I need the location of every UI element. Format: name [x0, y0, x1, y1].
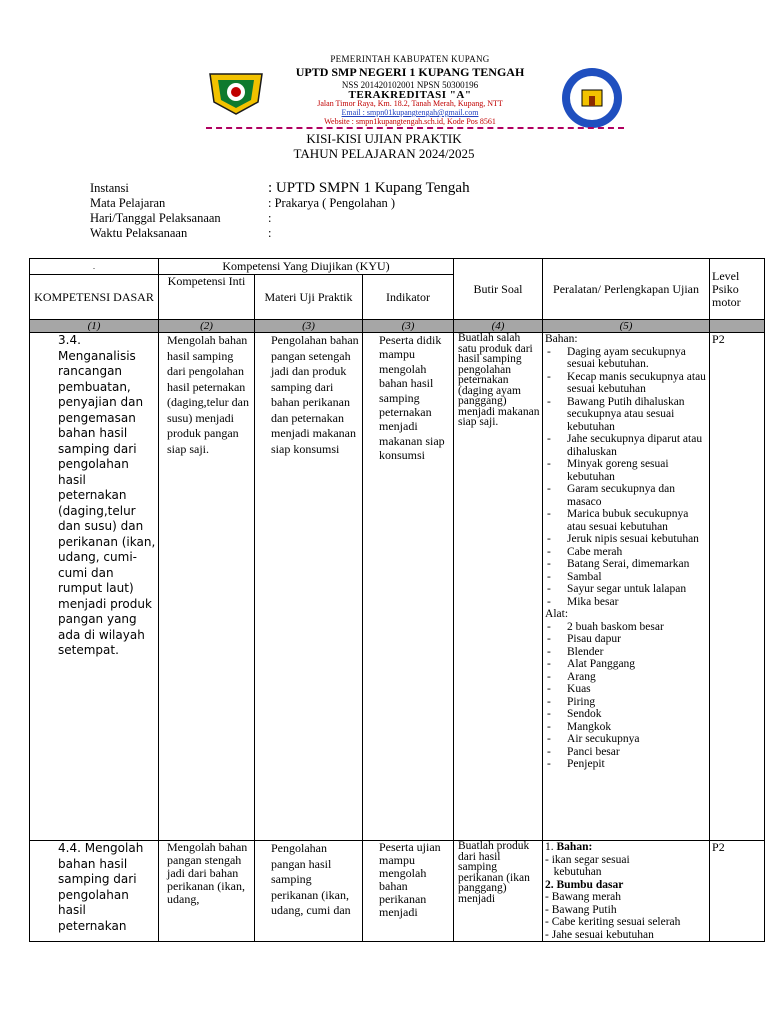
- list-item: - Piring: [545, 696, 707, 709]
- letterhead-address: Jalan Timor Raya, Km. 18.2, Tanah Merah, Kupang, NTT: [317, 99, 503, 108]
- cell-butir-soal: Buatlah produk dari hasil samping perikanan (ikan panggang) menjadi: [454, 841, 543, 942]
- cell-kompetensi-dasar: 4.4. Mengolah bahan hasil samping dari pengolahan hasil peternakan: [30, 841, 159, 942]
- header-kompetensi-inti: Kompetensi Inti: [159, 275, 255, 320]
- col-number: (3): [363, 320, 454, 333]
- table-row: [30, 333, 765, 841]
- header-level: Level Psiko motor: [710, 259, 765, 320]
- col-number-empty: [710, 320, 765, 333]
- bahan-list: [545, 854, 707, 879]
- list-item: - Arang: [545, 671, 707, 684]
- info-value: : UPTD SMPN 1 Kupang Tengah: [268, 180, 470, 196]
- cell-peralatan: [543, 333, 710, 841]
- cell-peralatan: [543, 841, 710, 942]
- bahan-number: 1.: [545, 841, 554, 853]
- list-item: - Cabe merah: [545, 546, 707, 559]
- info-value: :: [268, 226, 272, 240]
- bahan-label: Bahan:: [545, 333, 578, 345]
- col-number: (4): [454, 320, 543, 333]
- bahan-list: [545, 346, 707, 609]
- alat-label: Alat:: [545, 608, 569, 620]
- info-label: Instansi: [90, 181, 129, 195]
- col-number: (1): [30, 320, 159, 333]
- cell-kompetensi-dasar: 3.4. Menganalisis rancangan pembuatan, penyajian dan pengemasan bahan hasil samping dari pengolahan hasil peternakan (daging,telur dan susu) dan perikanan (ikan, udang, cumi-cumi dan rumput laut) menjadi produk pangan yang ada di wilayah setempat.: [30, 333, 159, 841]
- list-item: kebutuhan: [545, 866, 602, 878]
- col-number: (2): [159, 320, 255, 333]
- list-item: - Bawang Putih: [545, 903, 617, 916]
- bahan-label: Bahan:: [556, 841, 593, 853]
- document-year: TAHUN PELAJARAN 2024/2025: [293, 146, 475, 161]
- list-item: - Penjepit: [545, 758, 707, 771]
- list-item: - Jeruk nipis sesuai kebutuhan: [545, 533, 707, 546]
- col-number: (5): [543, 320, 710, 333]
- header-peralatan: Peralatan/ Perlengkapan Ujian: [543, 259, 710, 320]
- letterhead-school: UPTD SMP NEGERI 1 KUPANG TENGAH: [295, 65, 525, 79]
- info-label: Waktu Pelaksanaan: [90, 226, 188, 240]
- list-item: - Cabe keriting sesuai selerah: [545, 916, 681, 928]
- list-item: - Mangkok: [545, 721, 707, 734]
- header-empty: .: [30, 259, 159, 275]
- list-item: - Blender: [545, 646, 707, 659]
- list-item: - Pisau dapur: [545, 633, 707, 646]
- cell-indikator: Peserta ujian mampu mengolah bahan perikanan menjadi: [363, 841, 454, 942]
- header-materi: Materi Uji Praktik: [255, 275, 363, 320]
- list-item: - Air secukupnya: [545, 733, 707, 746]
- list-item: - Mika besar: [545, 596, 707, 609]
- bumbu-label: 2. Bumbu dasar: [545, 878, 624, 891]
- col-number: (3): [255, 320, 363, 333]
- letterhead-accreditation: TERAKREDITASI "A": [348, 89, 472, 101]
- header-butir-soal: Butir Soal: [454, 259, 543, 320]
- list-item: - Sambal: [545, 571, 707, 584]
- cell-indikator: Peserta didik mampu mengolah bahan hasil samping peternakan menjadi makanan siap konsumsi: [363, 333, 454, 841]
- school-logo-icon: [560, 66, 624, 130]
- cell-materi: Pengolahan pangan hasil samping perikanan (ikan, udang, cumi dan: [255, 841, 363, 942]
- cell-kompetensi-inti: Mengolah bahan hasil samping dari pengolahan hasil peternakan (daging,telur dan susu) menjadi produk pangan siap saji.: [159, 333, 255, 841]
- header-kyu: Kompetensi Yang Diujikan (KYU): [159, 259, 454, 275]
- list-item: - Alat Panggang: [545, 658, 707, 671]
- kabupaten-emblem-icon: [206, 68, 266, 116]
- list-item: - Marica bubuk secukupnya atau sesuai kebutuhan: [545, 508, 707, 533]
- letterhead-nss: NSS 201420102001 NPSN 50300196: [341, 80, 479, 90]
- letterhead-gov: PEMERINTAH KABUPATEN KUPANG: [330, 54, 490, 64]
- letterhead-email: Email : smpn01kupangtengah@gmail.com: [341, 108, 479, 117]
- table-row: [30, 841, 765, 942]
- list-item: - Minyak goreng sesuai kebutuhan: [545, 458, 707, 483]
- list-item: - Kuas: [545, 683, 707, 696]
- info-label: Mata Pelajaran: [90, 196, 166, 210]
- list-item: - Sendok: [545, 708, 707, 721]
- list-item: - Kecap manis secukupnya atau sesuai kebutuhan: [545, 371, 707, 396]
- kisi-kisi-table: [29, 258, 765, 942]
- bumbu-list: [545, 891, 707, 941]
- letterhead-divider: [206, 127, 624, 129]
- cell-materi: Pengolahan bahan pangan setengah jadi dan produk samping dari bahan perikanan dan peternakan menjadi makanan siap konsumsi: [255, 333, 363, 841]
- bahan-heading: [545, 841, 707, 854]
- list-item: - Panci besar: [545, 746, 707, 759]
- list-item: - ikan segar sesuai: [545, 853, 630, 866]
- letterhead-website: Website : smpn1kupangtengah.sch.id, Kode Pos 8561: [324, 117, 496, 126]
- info-value: :: [268, 211, 272, 225]
- cell-level: P2: [710, 333, 765, 841]
- list-item: - Garam secukupnya dan masaco: [545, 483, 707, 508]
- cell-kompetensi-inti: Mengolah bahan pangan stengah jadi dari bahan perikanan (ikan, udang,: [159, 841, 255, 942]
- list-item: - Jahe secukupnya diparut atau dihaluskan: [545, 433, 707, 458]
- header-indikator: Indikator: [363, 275, 454, 320]
- list-item: - Sayur segar untuk lalapan: [545, 583, 707, 596]
- list-item: - Bawang Putih dihaluskan secukupnya atau sesuai kebutuhan: [545, 396, 707, 434]
- info-value: : Prakarya ( Pengolahan ): [268, 196, 396, 210]
- alat-list: [545, 621, 707, 771]
- info-label: Hari/Tanggal Pelaksanaan: [90, 211, 221, 225]
- document-title: KISI-KISI UJIAN PRAKTIK: [306, 131, 462, 146]
- list-item: - Daging ayam secukupnya sesuai kebutuhan.: [545, 346, 707, 371]
- list-item: - Jahe sesuai kebutuhan: [545, 928, 654, 941]
- header-kompetensi-dasar: KOMPETENSI DASAR: [30, 275, 159, 320]
- column-number-row: [30, 320, 765, 333]
- list-item: - Bawang merah: [545, 891, 622, 903]
- list-item: - 2 buah baskom besar: [545, 621, 707, 634]
- cell-butir-soal: Buatlah salah satu produk dari hasil samping pengolahan peternakan (daging ayam panggang) menjadi makanan siap saji.: [454, 333, 543, 841]
- cell-level: P2: [710, 841, 765, 942]
- list-item: - Batang Serai, dimemarkan: [545, 558, 707, 571]
